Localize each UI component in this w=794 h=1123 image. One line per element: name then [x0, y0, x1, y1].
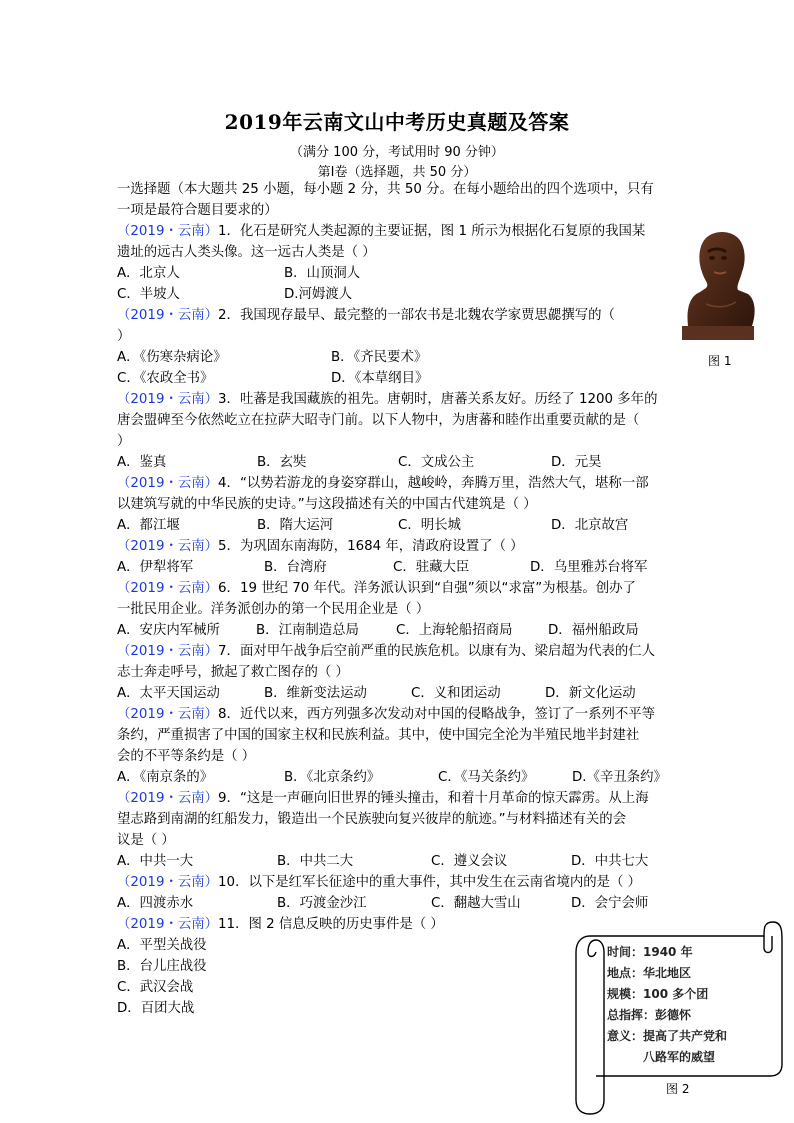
source-tag: （2019・云南）	[117, 644, 219, 659]
option-d: D．《本草纲目》	[331, 371, 429, 386]
option-d: D．百团大战	[117, 1001, 195, 1016]
figure-2-row-commander: 总指挥：彭德怀	[607, 1008, 692, 1022]
source-tag: （2019・云南）	[117, 917, 219, 932]
question-8-cont: 会的不平等条约是（ ）	[117, 749, 256, 764]
option-a: A．《南京条的》	[117, 770, 214, 785]
option-a: A．中共一大	[117, 854, 194, 869]
source-tag: （2019・云南）	[117, 308, 219, 323]
option-d: D.河姆渡人	[284, 287, 353, 302]
question-7: （2019・云南）7．面对甲午战争后空前严重的民族危机。以康有为、梁启超为代表的仁人	[117, 644, 656, 659]
option-b: B．《齐民要术》	[331, 350, 428, 365]
option-b: B．维新变法运动	[264, 686, 367, 701]
figure-2-row-time: 时间：1940 年	[607, 945, 693, 959]
option-c: C．上海轮船招商局	[396, 623, 513, 638]
question-1-cont: 遗址的远古人类头像。这一远古人类是（ ）	[117, 245, 376, 260]
source-tag: （2019・云南）	[117, 791, 219, 806]
figure-2-row-location: 地点：华北地区	[607, 966, 692, 980]
option-c: C．明长城	[398, 518, 461, 533]
option-c: C．翻越大雪山	[431, 896, 521, 911]
option-d: D．福州船政局	[548, 623, 639, 638]
question-7-cont: 志士奔走呼号，掀起了救亡图存的（ ）	[117, 665, 349, 680]
option-d: D.《辛丑条约》	[572, 770, 667, 785]
option-d: D．新文化运动	[545, 686, 636, 701]
option-c: C．《马关条约》	[438, 770, 535, 785]
question-2-cont: ）	[117, 329, 131, 344]
question-10: （2019・云南）10．以下是红军长征途中的重大事件，其中发生在云南省境内的是（ ）	[117, 875, 642, 890]
source-tag: （2019・云南）	[117, 707, 219, 722]
option-a: A．太平天国运动	[117, 686, 220, 701]
question-9: （2019・云南）9．“这是一声砸向旧世界的锤头撞击，和着十月革命的惊天霹雳。从上海	[117, 791, 649, 806]
question-6: （2019・云南）6．19 世纪 70 年代。洋务派认识到“自强”须以“求富”为根基。创办了	[117, 581, 636, 596]
option-b: B．玄奘	[257, 455, 307, 470]
option-c: C．义和团运动	[411, 686, 501, 701]
question-4: （2019・云南）4．“以势若游龙的身姿穿群山，越峻岭，奔腾万里，浩然大气，堪称一部	[117, 476, 649, 491]
instructions-line: 一项是最符合题目要求的）	[117, 203, 278, 218]
question-4-cont: 以建筑写就的中华民族的史诗。”与这段描述有关的中国古代建筑是（ ）	[117, 497, 537, 512]
section-heading: 第Ⅰ卷（选择题，共 50 分）	[317, 165, 477, 180]
option-a: A．北京人	[117, 266, 180, 281]
question-5: （2019・云南）5．为巩固东南海防，1684 年，清政府设置了（ ）	[117, 539, 524, 554]
option-c: C．驻藏大臣	[393, 560, 470, 575]
option-d: D．北京故宫	[551, 518, 629, 533]
source-tag: （2019・云南）	[117, 224, 219, 239]
option-b: B．山顶洞人	[284, 266, 361, 281]
question-8-cont: 条约，严重损害了中国的国家主权和民族利益。其中，使中国完全沦为半殖民地半封建社	[117, 728, 640, 743]
figure-1-bust-image	[676, 228, 760, 346]
source-tag: （2019・云南）	[117, 875, 219, 890]
figure-2-row-significance-cont: 八路军的威望	[607, 1050, 716, 1064]
option-a: A．鉴真	[117, 455, 167, 470]
question-3-cont: ）	[117, 434, 131, 449]
option-d: D．乌里雅苏台将军	[530, 560, 648, 575]
option-d: D．会宁会师	[571, 896, 649, 911]
question-8: （2019・云南）8．近代以来，西方列强多次发动对中国的侵略战争，签订了一系列不平等	[117, 707, 656, 722]
instructions-line: 一选择题（本大题共 25 小题，每小题 2 分，共 50 分。在每小题给出的四个选项中，只有	[117, 182, 654, 197]
option-d: D．中共七大	[571, 854, 649, 869]
option-b: B．江南制造总局	[256, 623, 359, 638]
option-b: B．台湾府	[264, 560, 327, 575]
question-6-cont: 一批民用企业。洋务派创办的第一个民用企业是（ ）	[117, 602, 430, 617]
question-1: （2019・云南）1．化石是研究人类起源的主要证据，图 1 所示为根据化石复原的我国某	[117, 224, 646, 239]
option-b: B．台儿庄战役	[117, 959, 207, 974]
exam-meta: （满分 100 分，考试用时 90 分钟）	[290, 145, 504, 160]
option-c: C．遵义会议	[431, 854, 508, 869]
question-3-cont: 唐会盟碑至今依然屹立在拉萨大昭寺门前。以下人物中，为唐蕃和睦作出重要贡献的是（	[117, 413, 640, 428]
source-tag: （2019・云南）	[117, 581, 219, 596]
page-title: 2019年云南文山中考历史真题及答案	[224, 110, 570, 134]
option-a: A．四渡赤水	[117, 896, 194, 911]
figure-1-caption: 图 1	[708, 354, 732, 368]
question-9-cont: 议是（ ）	[117, 833, 175, 848]
question-9-cont: 望志路到南湖的红船发力，锻造出一个民族驶向复兴彼岸的航迹。”与材料描述有关的会	[117, 812, 627, 827]
option-a: A．都江堰	[117, 518, 180, 533]
option-b: B．《北京条约》	[284, 770, 381, 785]
option-a: A．伊犁将军	[117, 560, 194, 575]
question-11: （2019・云南）11．图 2 信息反映的历史事件是（ ）	[117, 917, 444, 932]
question-3: （2019・云南）3．吐蕃是我国藏族的祖先。唐朝时，唐蕃关系友好。历经了 1200 多年的	[117, 392, 658, 407]
option-c: C．《农政全书》	[117, 371, 214, 386]
source-tag: （2019・云南）	[117, 392, 219, 407]
source-tag: （2019・云南）	[117, 539, 219, 554]
question-2: （2019・云南）2．我国现存最早、最完整的一部农书是北魏农学家贾思勰撰写的（	[117, 308, 615, 323]
source-tag: （2019・云南）	[117, 476, 219, 491]
option-b: B．隋大运河	[257, 518, 334, 533]
option-a: A．《伤寒杂病论》	[117, 350, 227, 365]
option-c: C．武汉会战	[117, 980, 194, 995]
option-b: B．中共二大	[277, 854, 354, 869]
option-c: C．半坡人	[117, 287, 180, 302]
option-d: D．元昊	[551, 455, 602, 470]
figure-2-row-scale: 规模：100 多个团	[607, 987, 709, 1001]
option-a: A．安庆内军械所	[117, 623, 220, 638]
figure-2-row-significance: 意义：提高了共产党和	[607, 1029, 728, 1043]
figure-2-caption: 图 2	[666, 1082, 690, 1096]
option-b: B．巧渡金沙江	[277, 896, 367, 911]
option-a: A．平型关战役	[117, 938, 207, 953]
option-c: C．文成公主	[398, 455, 475, 470]
